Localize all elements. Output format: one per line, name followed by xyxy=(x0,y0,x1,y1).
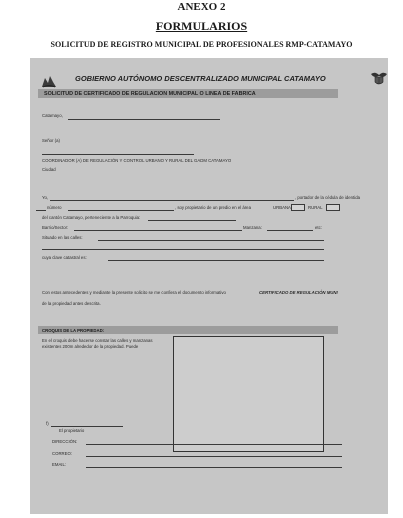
municipal-logo-icon xyxy=(40,74,58,88)
parish-field-line[interactable] xyxy=(148,220,236,221)
canton-label: del cantón Catamayo, perteneciente a la Parroquia: xyxy=(42,215,141,220)
certificate-name: CERTIFICADO DE REGULACIÓN MUNI xyxy=(259,290,338,295)
email-line[interactable] xyxy=(86,467,342,468)
rural-checkbox[interactable] xyxy=(326,204,340,211)
mail-line[interactable] xyxy=(86,456,342,457)
sketch-box[interactable] xyxy=(173,336,324,452)
sketch-title: CROQUIS DE LA PROPIEDAD: xyxy=(42,328,105,333)
sketch-instructions-1: En el croquis debe hacerse constar las calles y manzanas xyxy=(42,338,153,343)
coordinator-label: COORDINADOR (A) DE REGULACIÓN Y CONTROL URBANO Y RURAL DEL GADM CATAMAYO xyxy=(42,158,232,163)
block-label: Manzana: xyxy=(243,225,262,230)
rural-label: RURAL xyxy=(308,205,323,210)
id-number-line[interactable] xyxy=(68,210,174,211)
city-label: Ciudad xyxy=(42,167,56,172)
block-field-line[interactable] xyxy=(267,230,313,231)
signature-line[interactable] xyxy=(51,426,123,427)
cadastral-key-label: cuya clave catastral es: xyxy=(42,255,87,260)
streets-field-line-2[interactable] xyxy=(42,249,324,250)
request-text: Con estos antecedentes y mediante la presente solicito se me confiera el documento informativo xyxy=(42,290,226,295)
yo-label: Yo, xyxy=(42,195,49,200)
streets-field-line[interactable] xyxy=(98,240,324,241)
cadastral-key-line[interactable] xyxy=(108,260,324,261)
etc-label: etc: xyxy=(315,225,322,230)
id-bearer-label: , portador de la cédula de identida xyxy=(295,195,360,200)
scanned-form xyxy=(30,58,388,514)
section-subtitle: SOLICITUD DE REGISTRO MUNICIPAL DE PROFESIONALES RMP-CATAMAYO xyxy=(50,40,353,49)
signature-f-label: f) xyxy=(46,421,49,426)
urban-label: URBANA xyxy=(273,205,291,210)
email-label: EMAIL: xyxy=(52,462,67,467)
date-field-line[interactable] xyxy=(68,119,220,120)
neighborhood-field-line[interactable] xyxy=(74,230,242,231)
streets-label: Situado en las calles: xyxy=(42,235,83,240)
senor-label: Señor (a) xyxy=(42,138,60,143)
address-line[interactable] xyxy=(86,444,342,445)
name-field-line[interactable] xyxy=(50,200,294,201)
government-title: GOBIERNO AUTÓNOMO DESCENTRALIZADO MUNICIPAL CATAMAYO xyxy=(75,74,326,83)
number-label: número xyxy=(47,205,62,210)
urban-checkbox[interactable] xyxy=(291,204,305,211)
number-prefix-line[interactable] xyxy=(36,210,46,211)
annex-heading: ANEXO 2 xyxy=(177,1,226,13)
forms-heading: FORMULARIOS xyxy=(155,19,248,33)
neighborhood-label: Barrio/Sector: xyxy=(42,225,69,230)
request-text-2: de la propiedad antes descrita. xyxy=(42,301,101,306)
coat-of-arms-icon xyxy=(370,70,388,87)
sketch-instructions-2: existentes 200m alrededor de la propiedad. Puede xyxy=(42,344,139,349)
address-label: DIRECCIÓN: xyxy=(52,439,78,444)
mail-label: CORREO: xyxy=(52,451,73,456)
solicitud-title: SOLICITUD DE CERTIFICADO DE REGULACION MUNICIPAL O LINEA DE FABRICA xyxy=(44,91,256,97)
catamayo-label: Catamayo, xyxy=(42,113,63,118)
recipient-line[interactable] xyxy=(42,154,194,155)
owner-label: , soy propietario de un predio en el área xyxy=(175,205,251,210)
owner-signature-label: El propietario xyxy=(59,428,85,433)
